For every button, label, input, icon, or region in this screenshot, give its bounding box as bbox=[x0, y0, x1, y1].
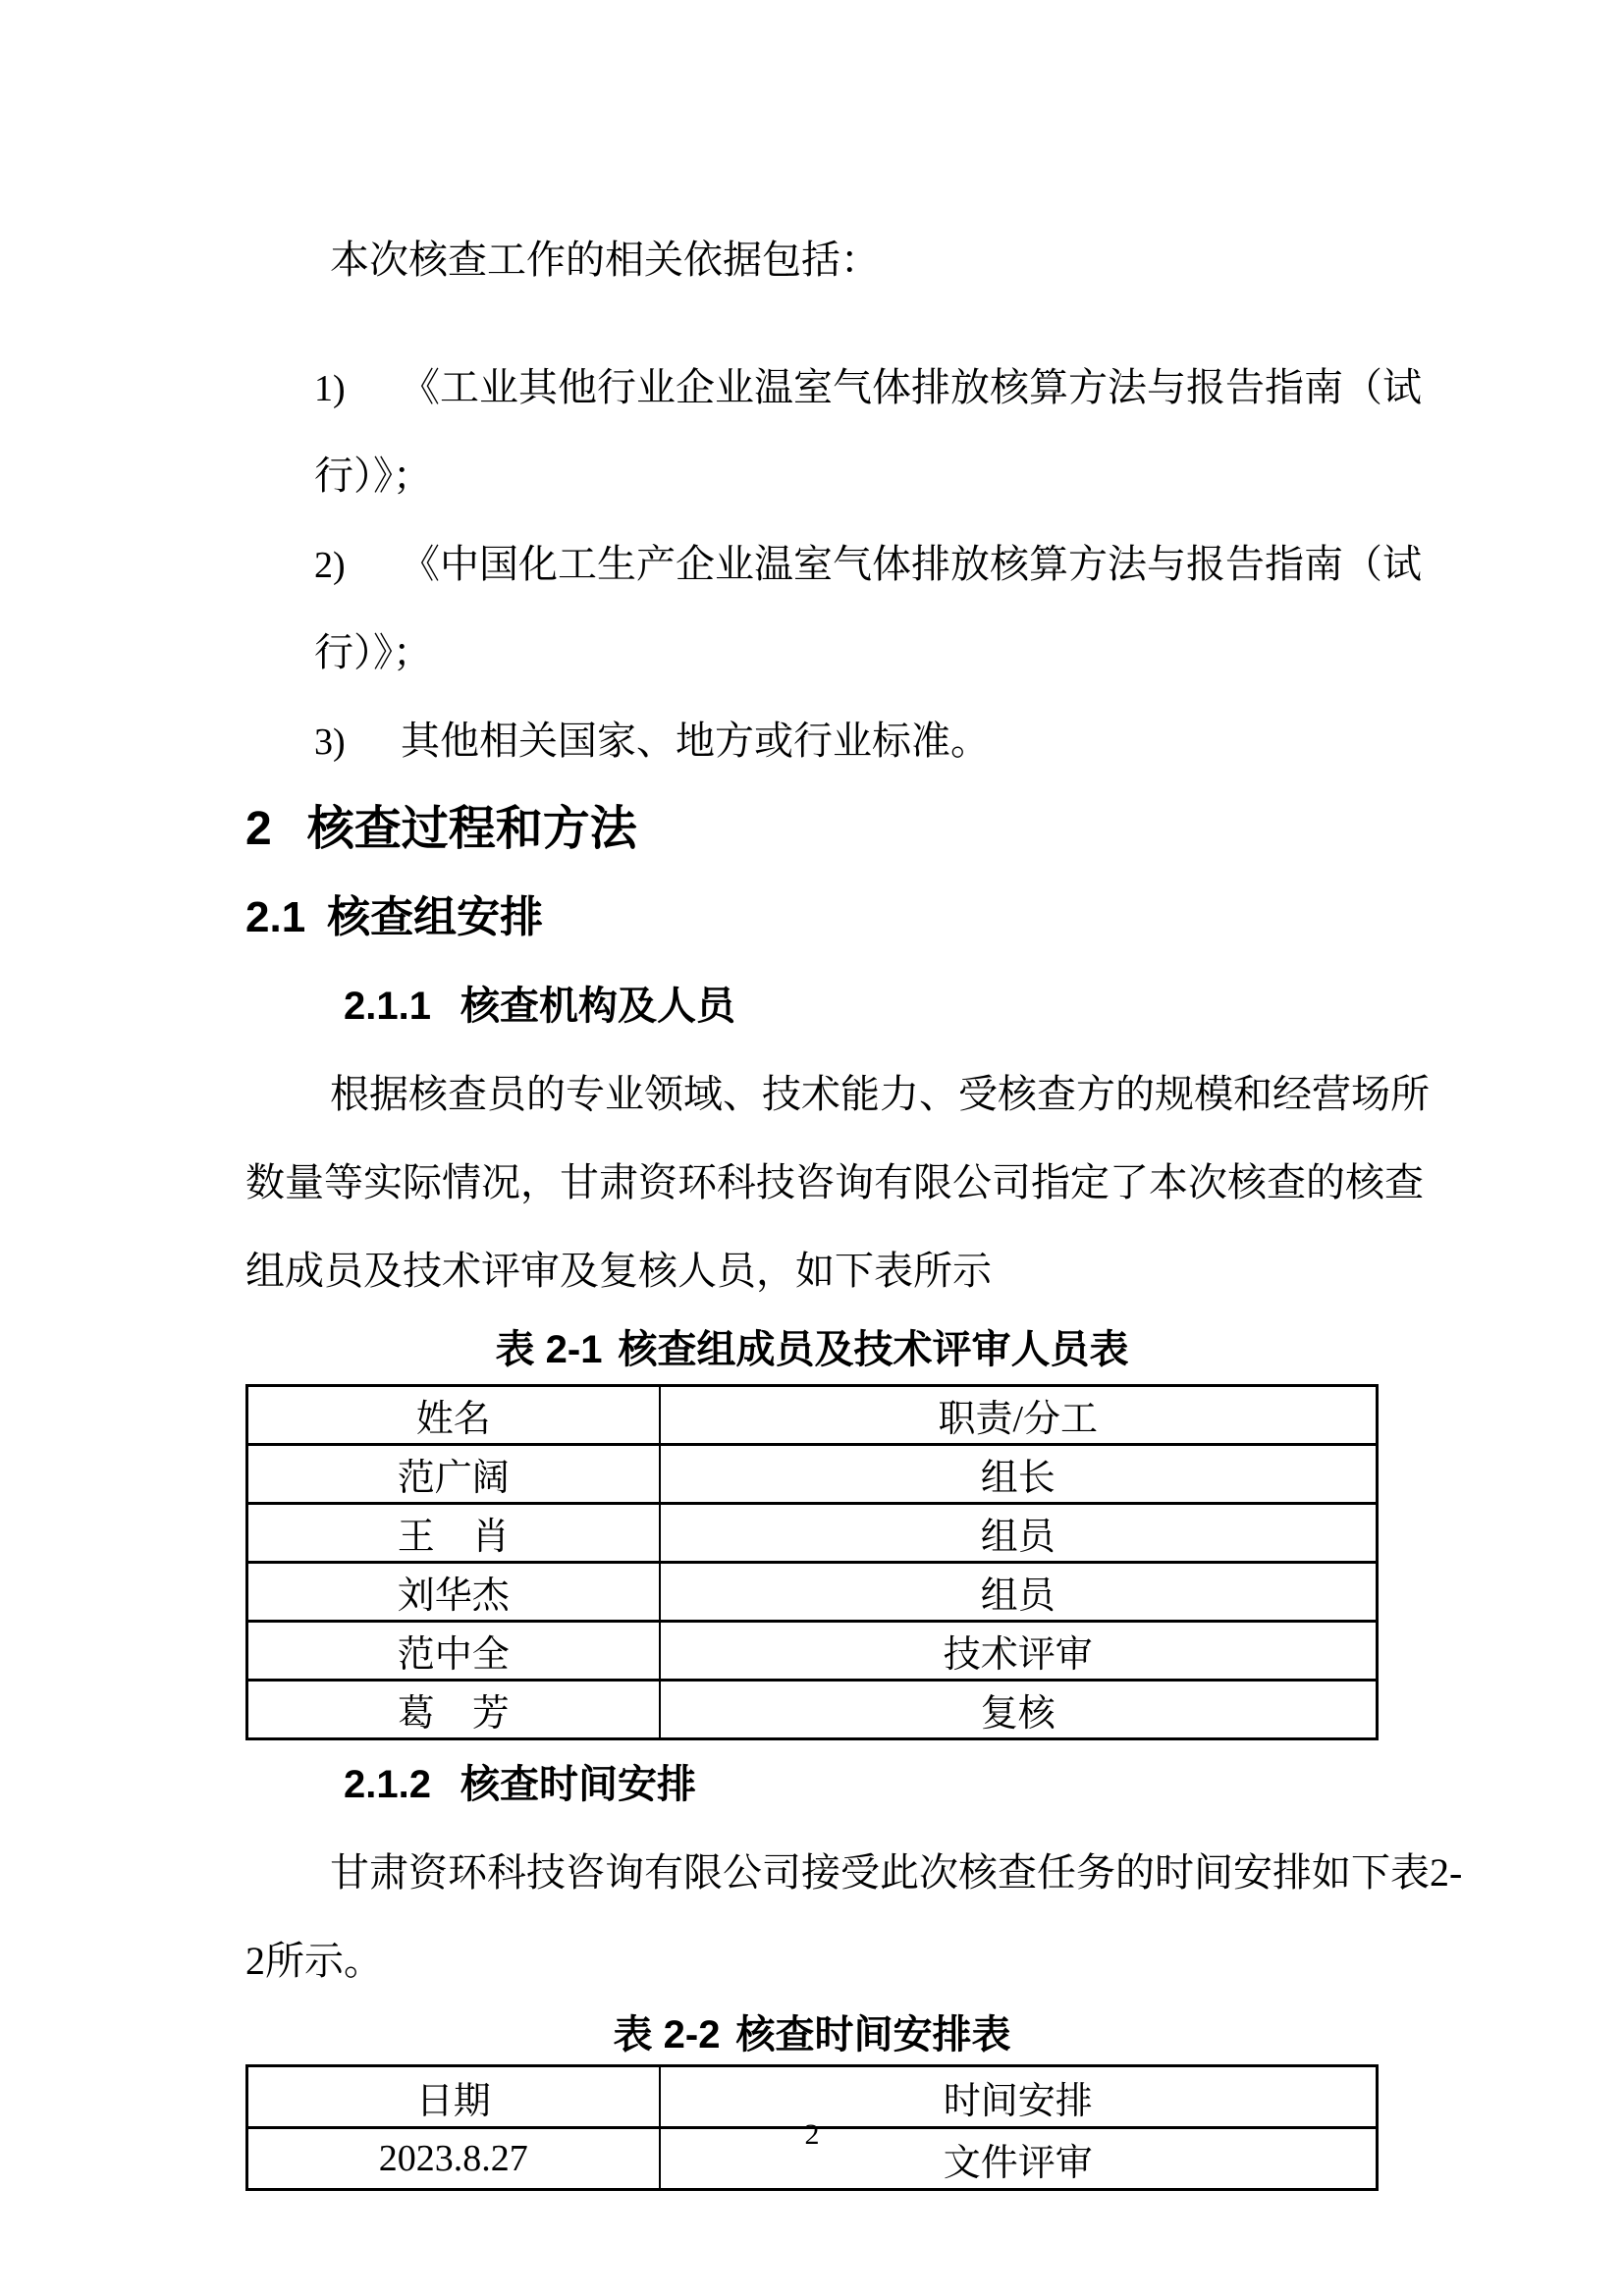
member-name: 葛 芳 bbox=[247, 1681, 660, 1739]
list-item-1-line-1 bbox=[314, 344, 1422, 432]
table-schedule-title bbox=[245, 2005, 1379, 2064]
section-heading-2-1-1-text: 核查机构及人员 bbox=[460, 985, 735, 1028]
section-heading-2-1-2-text: 核查时间安排 bbox=[460, 1763, 696, 1806]
member-role: 组长 bbox=[660, 1445, 1378, 1504]
list-item-3 bbox=[314, 697, 1379, 785]
intro-paragraph: 本次核查工作的相关依据包括： bbox=[330, 238, 880, 282]
page-number: 2 bbox=[804, 2118, 820, 2151]
paragraph-team-line-1: 根据核查员的专业领域、技术能力、受核查方的规模和经营场所 bbox=[330, 1072, 1430, 1116]
list-item-2 bbox=[314, 520, 1422, 697]
schedule-arrangement: 文件评审 bbox=[660, 2128, 1378, 2190]
list-item-3-number: 3) bbox=[314, 721, 346, 763]
list-item-1-text: 《工业其他行业企业温室气体排放核算方法与报告指南（试 bbox=[401, 365, 1422, 409]
table-members-title bbox=[245, 1315, 1379, 1384]
list-item-3-line-1 bbox=[314, 697, 1379, 785]
members-table-header-row bbox=[247, 1386, 1378, 1445]
section-heading-2-1-1-number: 2.1.1 bbox=[344, 985, 431, 1028]
member-name: 范广阔 bbox=[247, 1445, 660, 1504]
member-role: 技术评审 bbox=[660, 1622, 1378, 1681]
table-row bbox=[247, 1622, 1378, 1681]
section-heading-2-1-text: 核查组安排 bbox=[327, 893, 544, 941]
member-role: 组员 bbox=[660, 1563, 1378, 1622]
member-role: 组员 bbox=[660, 1504, 1378, 1563]
paragraph-team-line-3: 组成员及技术评审及复核人员，如下表所示 bbox=[245, 1249, 992, 1293]
section-heading-2-1-1 bbox=[344, 962, 1379, 1050]
list-item-1-line-2: 行）》； bbox=[314, 454, 432, 498]
list-item-2-line-1 bbox=[314, 520, 1422, 609]
member-role: 复核 bbox=[660, 1681, 1378, 1739]
table-row bbox=[247, 1504, 1378, 1563]
table-schedule-title-label: 表 2-2 bbox=[613, 2013, 721, 2056]
list-item-2-text: 《中国化工生产企业温室气体排放核算方法与报告指南（试 bbox=[401, 542, 1422, 586]
schedule-date: 2023.8.27 bbox=[247, 2128, 660, 2190]
section-heading-2 bbox=[245, 785, 1379, 874]
table-members-title-text: 核查组成员及技术评审人员表 bbox=[618, 1328, 1129, 1371]
list-item-1 bbox=[314, 344, 1422, 520]
paragraph-schedule-line-2: 2所示。 bbox=[245, 1939, 383, 1983]
table-row bbox=[247, 1681, 1378, 1739]
table-members-title-label: 表 2-1 bbox=[495, 1328, 603, 1371]
section-heading-2-1 bbox=[245, 874, 1379, 962]
table-schedule-title-text: 核查时间安排表 bbox=[735, 2013, 1011, 2056]
section-heading-2-1-2 bbox=[344, 1740, 1379, 1829]
members-header-role: 职责/分工 bbox=[660, 1386, 1378, 1445]
members-table bbox=[245, 1384, 1379, 1740]
schedule-header-arrangement: 时间安排 bbox=[660, 2066, 1378, 2128]
members-header-name: 姓名 bbox=[247, 1386, 660, 1445]
paragraph-schedule-line-1: 甘肃资环科技咨询有限公司接受此次核查任务的时间安排如下表2- bbox=[330, 1850, 1463, 1895]
schedule-header-date: 日期 bbox=[247, 2066, 660, 2128]
section-heading-2-1-2-number: 2.1.2 bbox=[344, 1763, 431, 1806]
list-item-1-number: 1) bbox=[314, 368, 346, 409]
list-item-2-line-2: 行）》； bbox=[314, 630, 432, 674]
paragraph-schedule bbox=[245, 1829, 1463, 2005]
section-heading-2-1-number: 2.1 bbox=[245, 893, 306, 941]
paragraph-team-line-2: 数量等实际情况，甘肃资环科技咨询有限公司指定了本次核查的核查 bbox=[245, 1160, 1424, 1204]
member-name: 刘华杰 bbox=[247, 1563, 660, 1622]
paragraph-team bbox=[245, 1050, 1430, 1315]
member-name: 王 肖 bbox=[247, 1504, 660, 1563]
list-item-3-text: 其他相关国家、地方或行业标准。 bbox=[401, 719, 990, 763]
table-row bbox=[247, 1445, 1378, 1504]
list-item-2-number: 2) bbox=[314, 545, 346, 586]
section-heading-2-text: 核查过程和方法 bbox=[306, 803, 637, 855]
member-name: 范中全 bbox=[247, 1622, 660, 1681]
section-heading-2-number: 2 bbox=[245, 803, 272, 855]
table-row bbox=[247, 1563, 1378, 1622]
